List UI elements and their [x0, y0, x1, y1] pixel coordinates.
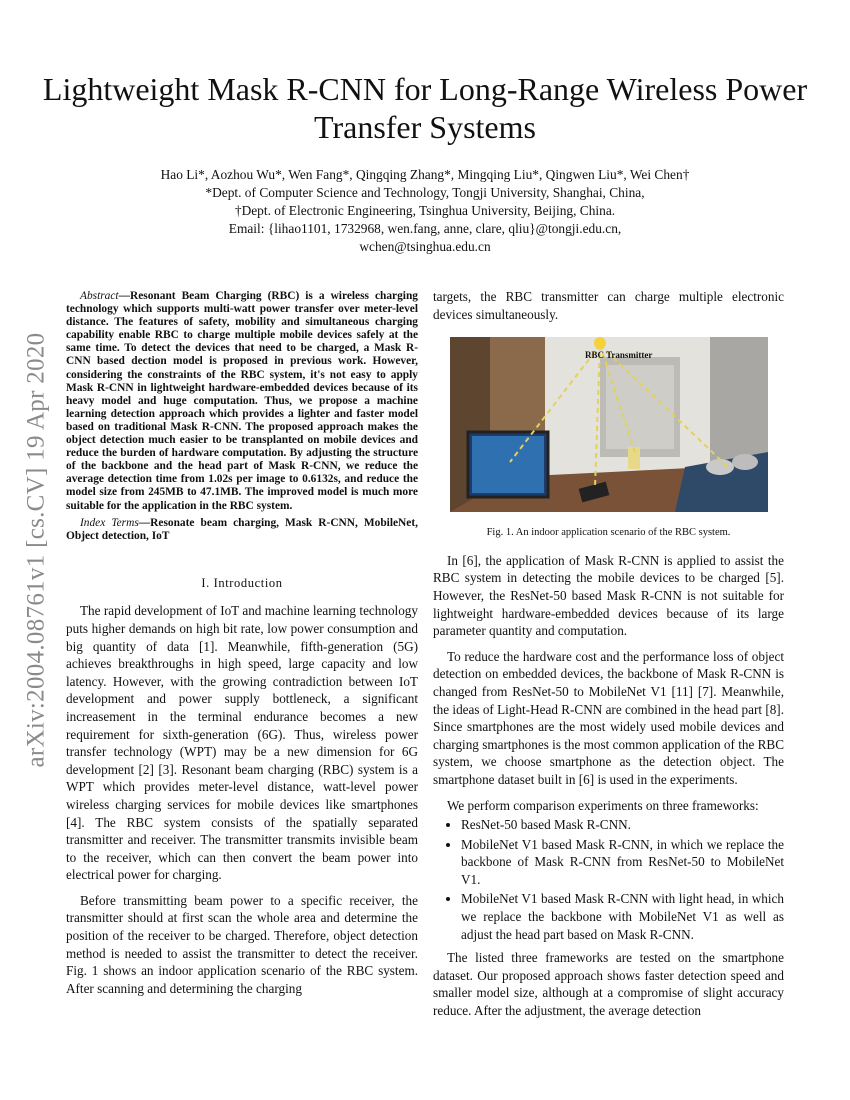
right-paragraph-2: To reduce the hardware cost and the performance loss of object detection on embedded devices, the backbone of Mask R-CNN is changed from ResNet-50 to MobileNet V1 [11] [7]. Meanwhile, the ideas of Light-Head R-CNN are combined in the head part [8]. Since smartphones are the most widely used mobile devices and charging smartphones is the most common application of the RBC system, we choose smartphone as the detection object. The smartphone dataset built in [6] is used in the experiments. [433, 648, 785, 787]
abstract-label: Abstract [80, 290, 119, 302]
index-terms-label: Index Terms [80, 516, 139, 529]
figure-inner-label: RBC Transmitter [584, 350, 652, 361]
list-item: • ResNet-50 based Mask R-CNN. [461, 816, 784, 834]
author-names: Hao Li*, Aozhou Wu*, Wen Fang*, Qingqing Zhang*, Mingqing Liu*, Qingwen Liu*, Wei Chen† [160, 167, 690, 182]
intro-paragraph-1: The rapid development of IoT and machine learning technology puts higher demands on high bit rate, low power consumption and big quantity of data [1]. Meanwhile, fifth-generation (5G) achieves breakthroughs in high speed, large capacity and low latency. However, with the growing contradiction between IoT development and power supply bottleneck, a significant increasement in the terminal endurance becomes a new requirement for sixth-generation (6G). Thus, wireless power transfer technology (WPT) may be a new dimension for 6G development [2] [3]. Resonant beam charging (RBC) system is a WPT which provides meter-level distance, watt-level power wireless charging services for mobile devices like smartphones [4]. The RBC system consists of the spatially separated transmitter and receiver. The transmitter transmits invisible beam to the receiver, which can then convert the beam power into electrical power for charging. [66, 603, 418, 883]
email-line-1: Email: {lihao1101, 1732968, wen.fang, anne, clare, qliu}@tongji.edu.cn, [228, 221, 622, 236]
section-heading-introduction: I. Introduction [201, 575, 283, 590]
abstract [66, 290, 418, 513]
affiliation-1: *Dept. of Computer Science and Technology, Tongji University, Shanghai, China, [205, 185, 645, 200]
right-paragraph-4: The listed three frameworks are tested on the smartphone dataset. Our proposed approach shows faster detection speed and smaller model size, although at a compromise of slight accuracy reduce. After the adjustment, the average detection [433, 950, 784, 1019]
index-terms-text: —Resonate beam charging, Mask R-CNN, MobileNet, Object detection, IoT [66, 516, 418, 542]
framework-list [433, 816, 784, 943]
left-column [66, 290, 418, 1005]
list-item: • MobileNet V1 based Mask R-CNN, in which we replace the backbone of Mask R-CNN from ResNet-50 to MobileNet V1. [461, 836, 784, 889]
intro-paragraph-2: Before transmitting beam power to a specific receiver, the transmitter should at first scan the whole area and determine the position of the receiver to be charged. Therefore, object detection method is needed to assist the transmitter to detect the receiver. Fig. 1 shows an indoor application scenario of the RBC system. After scanning and determining the charging [66, 892, 418, 996]
arxiv-side-stamp [6, 290, 66, 810]
figure-1-caption: Fig. 1. An indoor application scenario of the RBC system. [486, 527, 731, 539]
paper-title: Lightweight Mask R-CNN for Long-Range Wireless Power Transfer Systems [42, 71, 808, 145]
author-block [60, 166, 790, 256]
right-column [433, 288, 784, 1020]
right-paragraph-1: In [6], the application of Mask R-CNN is applied to assist the RBC system in detecting the mobile devices to be charged [5]. However, the ResNet-50 based Mask R-CNN is not suitable for lightweight hardware-embedded devices because of its large parameter quantity and computation. [433, 552, 784, 639]
figure-1-image [450, 337, 768, 512]
list-item: • MobileNet V1 based Mask R-CNN with light head, in which we replace the backbone with MobileNet V1 as well as adjust the head part based on Mask R-CNN. [461, 890, 784, 943]
email-line-2: wchen@tsinghua.edu.cn [359, 239, 491, 254]
indoor-scene-illustration [450, 337, 768, 512]
abstract-text: —Resonant Beam Charging (RBC) is a wireless charging technology which supports multi-watt power transfer over meter-level distance. The features of safety, mobility and simultaneous charging capability enable RBC to charge multiple mobile devices safely at the same time. To detect the devices that need to be charged, a Mask R-CNN based dection model is proposed in previous work. However, considering the constraints of the RBC system, it's not easy to apply Mask R-CNN in lightweight hardware-embedded devices because of its heavy model and huge computation. Thus, we propose a machine learning detection approach which provides a lighter and faster model based on traditional Mask R-CNN. The proposed approach makes the object detection much easier to be transplanted on mobile devices and reduce the burden of hardware computation. By adjusting the structure of the backbone and the head part of Mask R-CNN, we reduce the average detection time from 1.02s per image to 0.6132s, and reduce the model size from 245MB to 47.1MB. The improved model is much more suitable for the application in the RBC system. [66, 290, 418, 512]
arxiv-id-text: arXiv:2004.08761v1 [cs.CV] 19 Apr 2020 [22, 332, 50, 768]
right-paragraph-3: We perform comparison experiments on three frameworks: [447, 797, 759, 813]
right-continuation-text: targets, the RBC transmitter can charge multiple electronic devices simultaneously. [433, 289, 784, 322]
affiliation-2: †Dept. of Electronic Engineering, Tsinghua University, Beijing, China. [234, 203, 616, 218]
index-terms [66, 517, 418, 543]
